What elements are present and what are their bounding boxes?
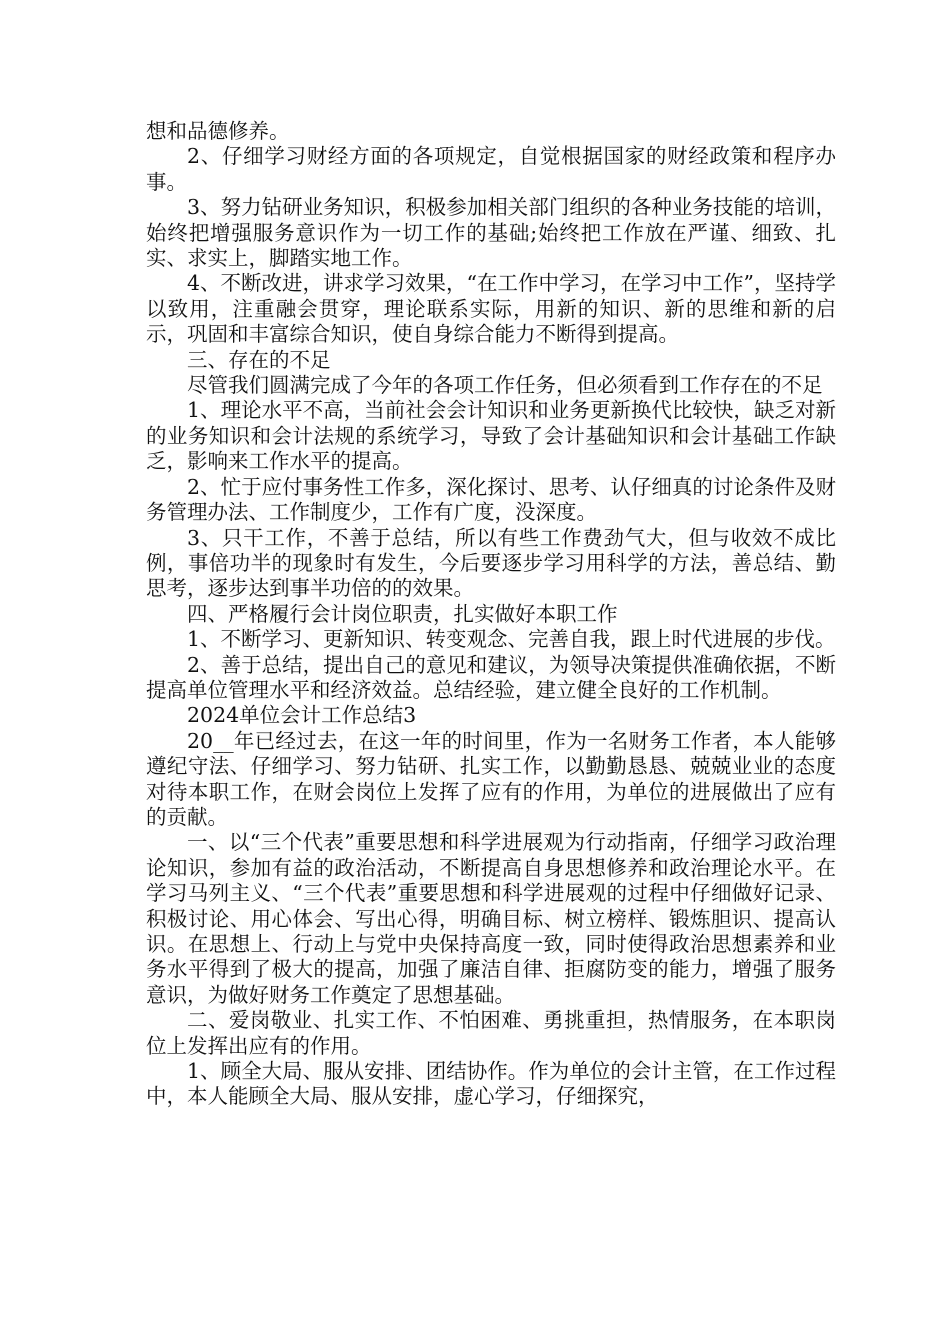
paragraph-17: 1、顾全大局、服从安排、团结协作。作为单位的会计主管，在工作过程中，本人能顾全大局、服从安排，虚心学习，仔细探究， [146, 1059, 836, 1109]
paragraph-12: 2、善于总结，提出自己的意见和建议，为领导决策提供准确依据，不断提高单位管理水平和经济效益。总结经验，建立健全良好的工作机制。 [146, 652, 836, 702]
document-page [146, 119, 836, 1110]
section-heading-3: 三、存在的不足 [187, 347, 331, 372]
paragraph-14: 20__年已经过去，在这一年的时间里，作为一名财务工作者，本人能够遵纪守法、仔细学习、努力钻研、扎实工作，以勤勤恳恳、兢兢业业的态度对待本职工作，在财会岗位上发挥了应有的作用，为单位的进展做出了应有的贡献。 [146, 728, 836, 829]
paragraph-2: 2、仔细学习财经方面的各项规定，自觉根据国家的财经政策和程序办事。 [146, 144, 836, 194]
paragraph-16: 二、爱岗敬业、扎实工作、不怕困难、勇挑重担，热情服务，在本职岗位上发挥出应有的作用。 [146, 1008, 836, 1058]
paragraph-6: 尽管我们圆满完成了今年的各项工作任务，但必须看到工作存在的不足 [187, 373, 823, 398]
paragraph-8: 2、忙于应付事务性工作多，深化探讨、思考、认仔细真的讨论条件及财务管理办法、工作制度少，工作有广度，没深度。 [146, 474, 836, 525]
paragraph-1: 想和品德修养。 [146, 119, 290, 143]
paragraph-15: 一、以“三个代表”重要思想和科学进展观为行动指南，仔细学习政治理论知识，参加有益的政治活动，不断提高自身思想修养和政治理论水平。在学习马列主义、“三个代表”重要思想和科学进展观的过程中仔细做好记录、积极讨论、用心体会、写出心得，明确目标、树立榜样、锻炼胆识、提高认识。在思想上、行动上与党中央保持高度一致，同时使得政治思想素养和业务水平得到了极大的提高，加强了廉洁自律、拒腐防变的能力，增强了服务意识，为做好财务工作奠定了思想基础。 [146, 830, 836, 1007]
document-subtitle: 2024单位会计工作总结3 [187, 703, 417, 728]
paragraph-4: 4、不断改进，讲求学习效果，“在工作中学习，在学习中工作”，坚持学以致用，注重融会贯穿，理论联系实际，用新的知识、新的思维和新的启示，巩固和丰富综合知识，使自身综合能力不断得到提高。 [146, 271, 837, 347]
paragraph-3: 3、努力钻研业务知识，积极参加相关部门组织的各种业务技能的培训，始终把增强服务意识作为一切工作的基础;始终把工作放在严谨、细致、扎实、求实上，脚踏实地工作。 [146, 195, 836, 271]
section-heading-4: 四、严格履行会计岗位职责，扎实做好本职工作 [187, 601, 618, 626]
paragraph-11: 1、不断学习、更新知识、转变观念、完善自我，跟上时代进展的步伐。 [187, 627, 836, 652]
paragraph-9: 3、只干工作，不善于总结，所以有些工作费劲气大，但与收效不成比例，事倍功半的现象时有发生，今后要逐步学习用科学的方法，善总结、勤思考，逐步达到事半功倍的的效果。 [146, 525, 836, 601]
paragraph-7: 1、理论水平不高，当前社会会计知识和业务更新换代比较快，缺乏对新的业务知识和会计法规的系统学习，导致了会计基础知识和会计基础工作缺乏，影响来工作水平的提高。 [146, 398, 836, 474]
